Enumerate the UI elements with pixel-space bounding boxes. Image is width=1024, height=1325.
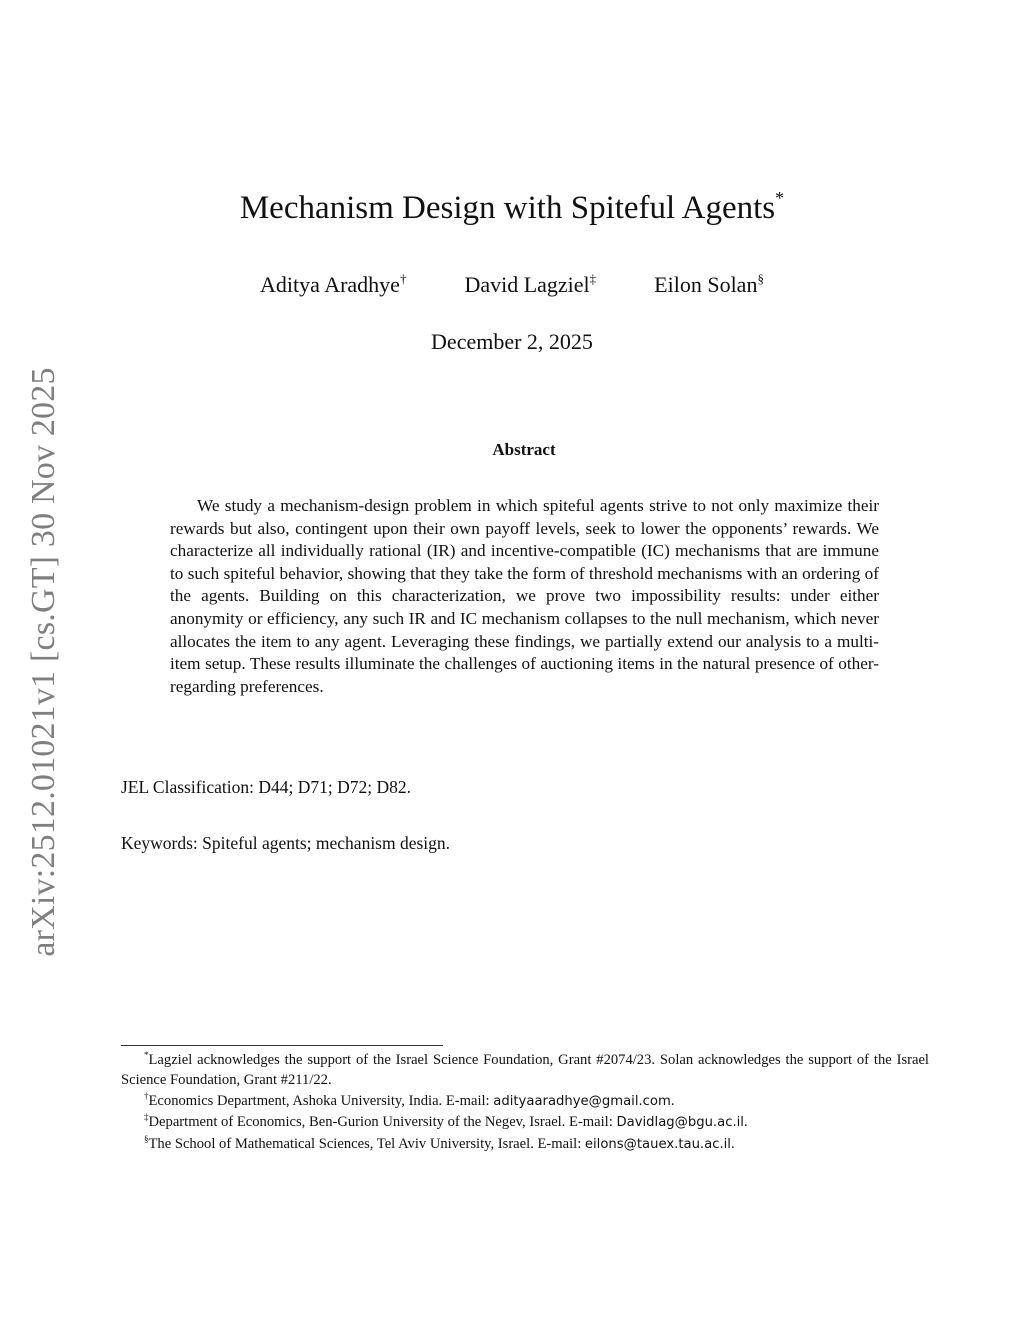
footnote-aradhye <box>121 1091 929 1112</box>
arxiv-stamp: arXiv:2512.01021v1 [cs.GT] 30 Nov 2025 <box>25 367 62 957</box>
email-link-lagziel[interactable]: Davidlag@bgu.ac.il <box>616 1115 744 1131</box>
footnote-mark: * <box>144 1050 149 1060</box>
footnote-lagziel <box>121 1112 929 1133</box>
author-footnote-mark[interactable]: § <box>757 271 764 286</box>
keywords: Keywords: Spiteful agents; mechanism design. <box>121 833 451 853</box>
abstract-heading: Abstract <box>492 440 556 459</box>
footnote-text: Economics Department, Ashoka University, India. E-mail: <box>148 1092 494 1109</box>
footnote-divider <box>121 1045 443 1046</box>
abstract-body: We study a mechanism-design problem in which spiteful agents strive to not only maximize their rewards but also, contingent upon their own payoff levels, seek to lower the opponents’ rewards. We characterize all individually rational (IR) and incentive-compatible (IC) mechanisms that are immune to such spiteful behavior, showing that they take the form of threshold mechanisms with an ordering of the agents. Building on this characterization, we prove two impossibility results: under either anonymity or efficiency, any such IR and IC mechanism collapses to the null mechanism, which never allocates the item to any agent. Leveraging these findings, we partially extend our analysis to a multi-item setup. These results illuminate the challenges of auctioning items in the natural presence of other-regarding preferences. <box>170 496 879 696</box>
footnote-mark: ‡ <box>144 1112 149 1123</box>
footnote-text: Lagziel acknowledges the support of the Israel Science Foundation, Grant #2074/23. Solan acknowledges the support of the Israel Science Foundation, Grant #211/22. <box>121 1052 929 1089</box>
author-solan <box>654 270 764 300</box>
author-name: Aditya Aradhye <box>260 272 400 297</box>
footnotes <box>121 1050 929 1155</box>
email-link-solan[interactable]: eilons@tauex.tau.ac.il <box>584 1136 731 1152</box>
title-text: Mechanism Design with Spiteful Agents <box>239 190 776 226</box>
footnote-end: . <box>743 1114 748 1131</box>
author-name: Eilon Solan <box>654 272 758 297</box>
jel-classification: JEL Classification: D44; D71; D72; D82. <box>121 777 412 797</box>
author-footnote-mark[interactable]: ‡ <box>589 271 597 286</box>
author-lagziel <box>464 270 596 300</box>
footnote-text: The School of Mathematical Sciences, Tel Aviv University, Israel. E-mail: <box>148 1135 585 1152</box>
footnote-funding <box>121 1050 929 1091</box>
paper-title <box>0 188 1024 228</box>
footnote-end: . <box>730 1135 735 1152</box>
footnote-solan <box>121 1134 929 1155</box>
author-name: David Lagziel <box>464 272 590 297</box>
footnote-end: . <box>670 1092 675 1109</box>
author-footnote-mark[interactable]: † <box>399 271 407 286</box>
footnote-text: Department of Economics, Ben-Gurion University of the Negev, Israel. E-mail: <box>148 1114 617 1131</box>
title-footnote-mark[interactable]: * <box>775 188 785 208</box>
email-link-aradhye[interactable]: adityaaradhye@gmail.com <box>493 1093 671 1109</box>
author-aradhye <box>260 270 406 300</box>
footnote-mark: § <box>144 1133 149 1144</box>
publication-date: December 2, 2025 <box>431 329 593 354</box>
author-list <box>0 270 1024 300</box>
footnote-mark: † <box>144 1090 149 1101</box>
